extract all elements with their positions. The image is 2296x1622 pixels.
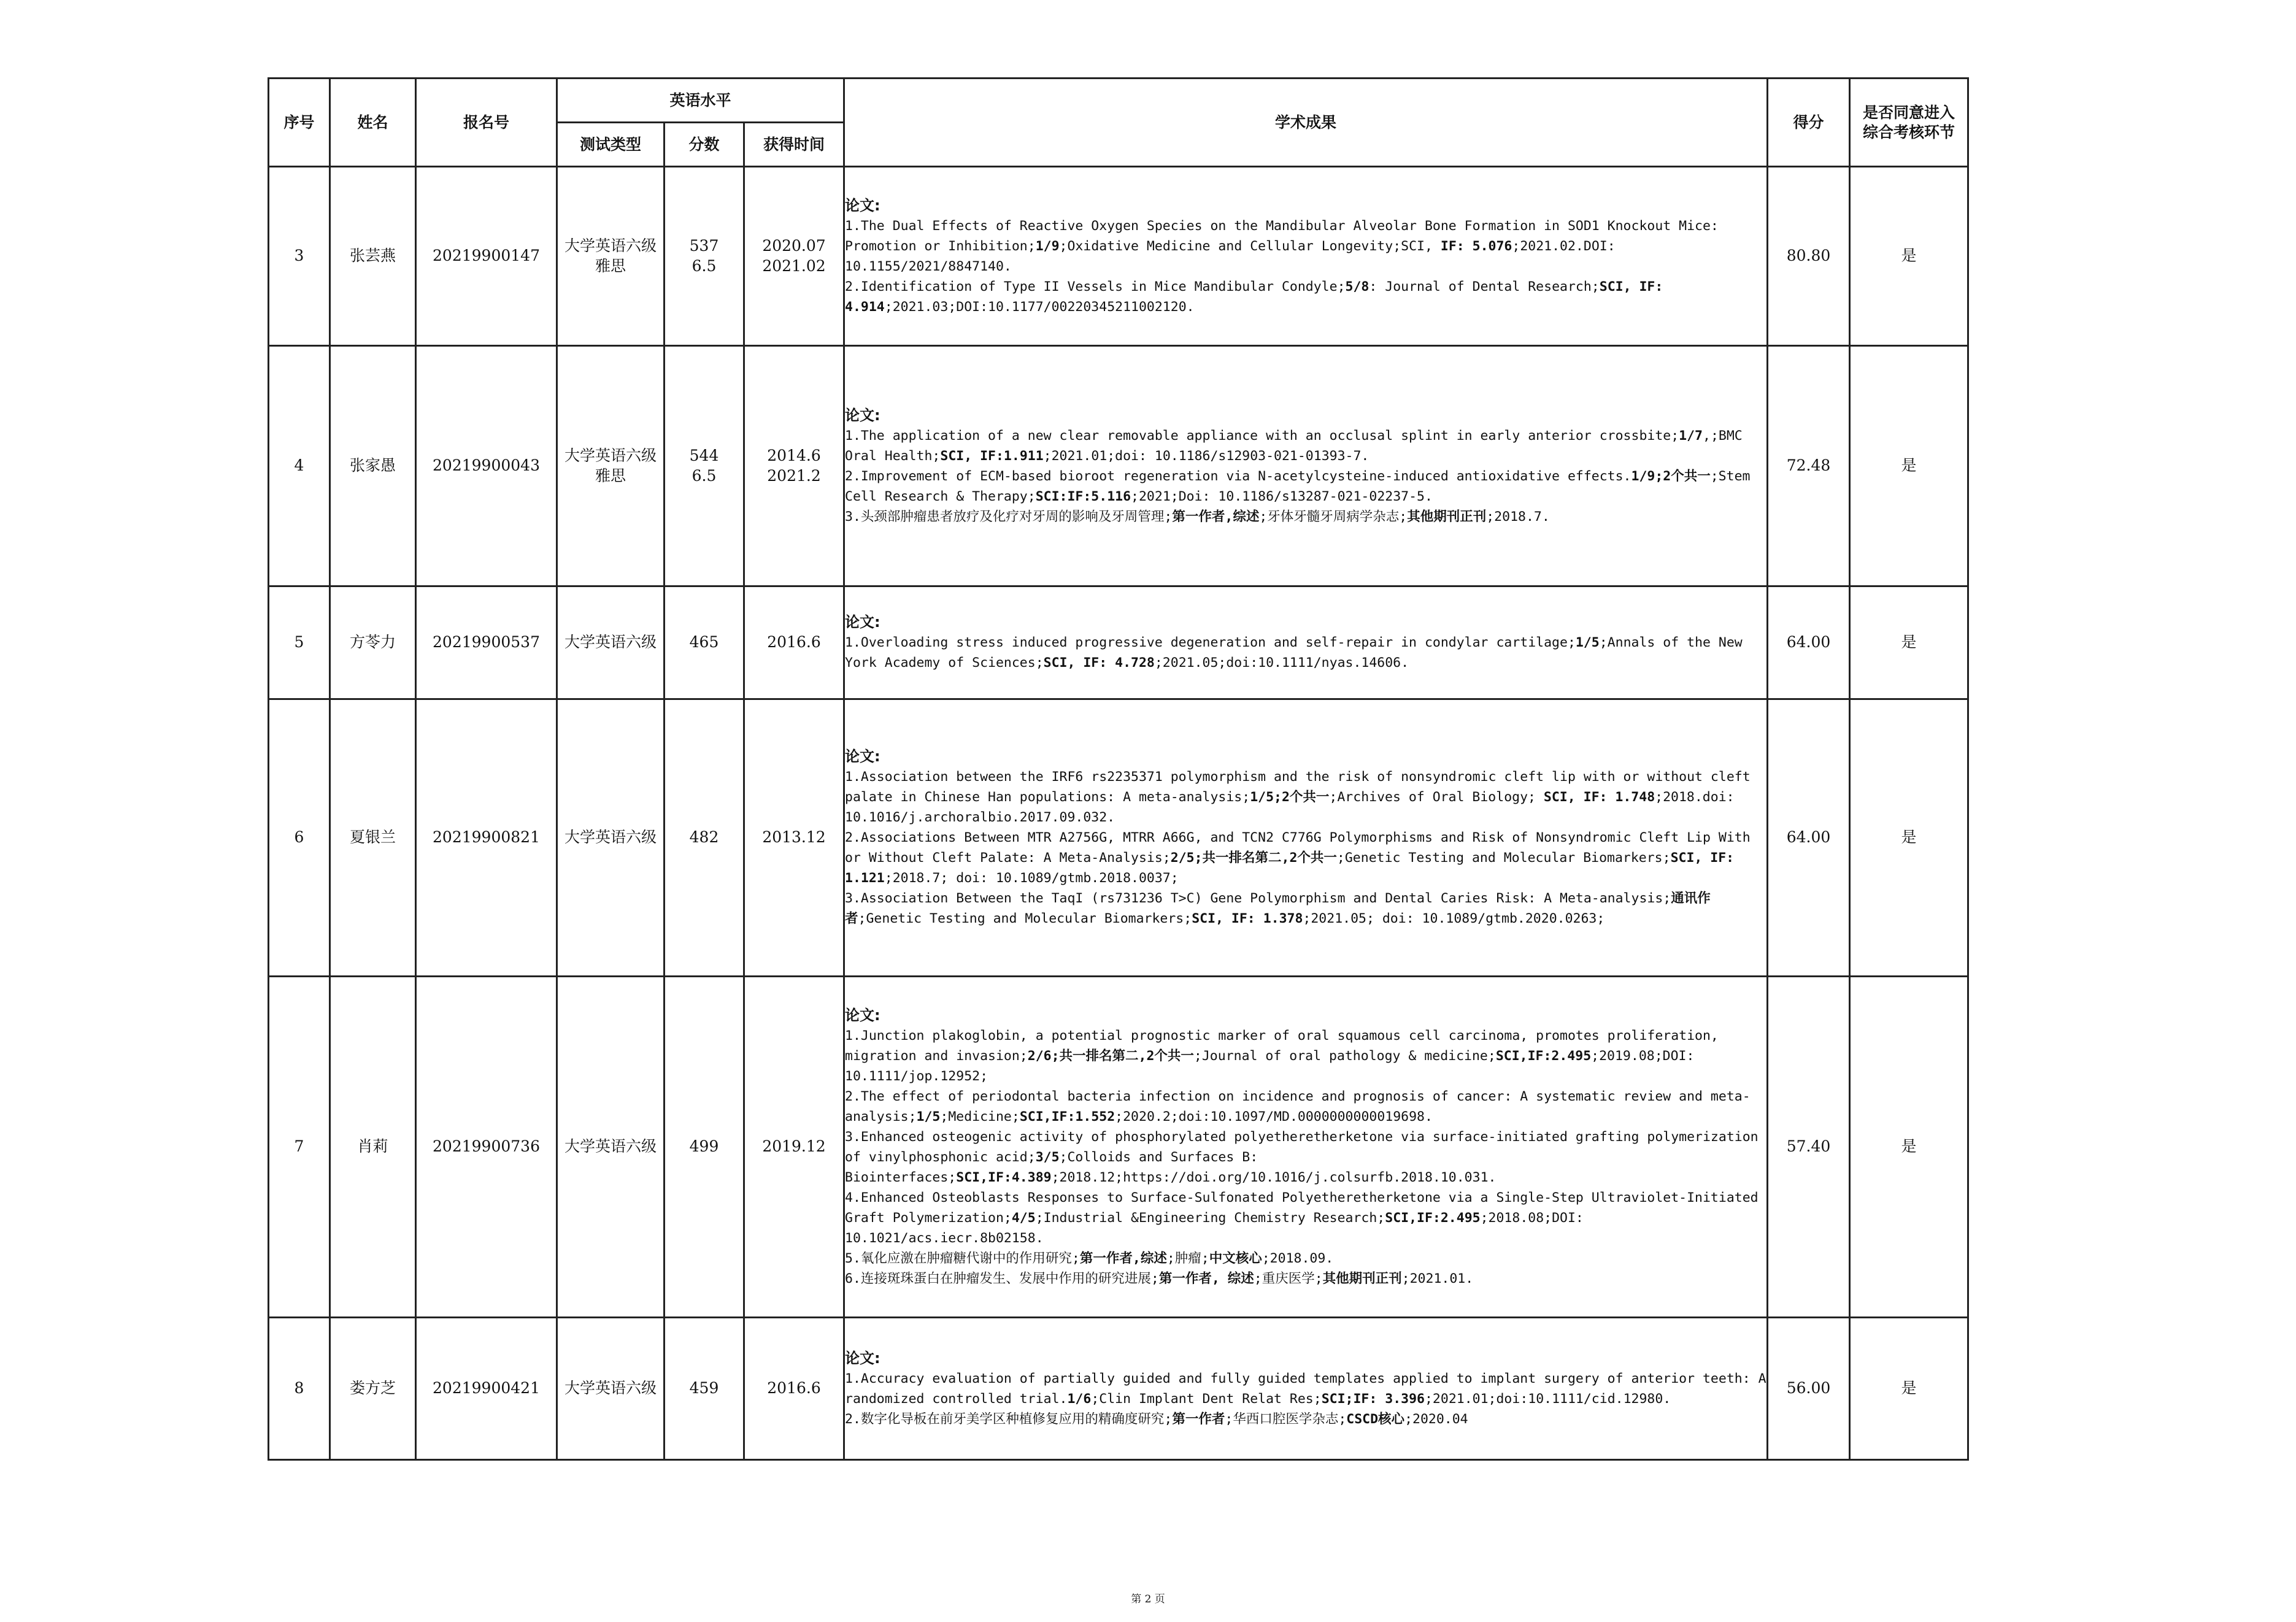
achievement-text: ,;BMC Oral Health; [845, 428, 1743, 464]
cell-score-line: 499 [689, 1137, 719, 1156]
achievement-highlight: SCI,IF:2.495 [1495, 1048, 1592, 1064]
achievement-text: ;2021.03;DOI:10.1177/00220345211002120. [884, 299, 1195, 315]
achievement-item [845, 426, 1766, 466]
cell-reg-no: 20219900537 [416, 586, 557, 699]
cell-reg-no: 20219900147 [416, 167, 557, 346]
achievement-text: 1.Accuracy evaluation of partially guided and fully guided templates applied to implant surgery of anterior teeth: A randomized controlled trial. [845, 1370, 1766, 1407]
cell-score [665, 699, 744, 977]
cell-score-line: 482 [689, 828, 719, 847]
achievement-highlight: 通讯作者 [845, 891, 1711, 926]
achievement-highlight: SCI, IF: 1.121 [845, 850, 1735, 886]
achievement-text: ;Clin Implant Dent Relat Res; [1091, 1391, 1322, 1407]
achievement-text: ;Stem Cell Research & Therapy; [845, 468, 1751, 504]
achievement-highlight: 第一作者,综述 [1079, 1250, 1167, 1266]
cell-achievements [844, 586, 1768, 699]
achievement-item [845, 1086, 1766, 1127]
cell-reg-no: 20219900421 [416, 1318, 557, 1460]
achievement-text: ;肿瘤; [1166, 1250, 1209, 1266]
achievement-text: 3.Enhanced osteogenic activity of phosphorylated polyetheretherketone via surface-initiated grafting polymerization of vinylphosphonic acid; [845, 1129, 1759, 1165]
cell-score-line: 6.5 [691, 466, 717, 485]
achievement-text: ;Industrial &Engineering Chemistry Research; [1035, 1210, 1385, 1226]
table-row [269, 346, 1968, 586]
cell-score-line: 465 [689, 633, 719, 651]
cell-achievements [844, 699, 1768, 977]
achievement-text: ;2021;Doi: 10.1186/s13287-021-02237-5. [1131, 488, 1433, 504]
cell-obtained [744, 346, 844, 586]
achievement-text: ;2018.7. [1486, 509, 1550, 525]
cell-obtained [744, 586, 844, 699]
achievement-item [845, 1188, 1766, 1248]
cell-agree: 是 [1850, 167, 1968, 346]
header-agree-line1: 是否同意进入 [1863, 104, 1955, 122]
cell-achievements [844, 167, 1768, 346]
cell-agree: 是 [1850, 977, 1968, 1318]
header-score: 分数 [665, 123, 744, 167]
cell-test-type [557, 977, 665, 1318]
cell-obtained-line: 2019.12 [762, 1137, 826, 1156]
achievement-item [845, 277, 1766, 317]
achievement-text: 2.Identification of Type II Vessels in Mice Mandibular Condyle; [845, 279, 1346, 294]
achievement-item [845, 507, 1766, 527]
cell-test-type-line: 大学英语六级 [564, 633, 657, 651]
achievement-highlight: 4/5 [1011, 1210, 1036, 1226]
achievement-highlight: SCI, IF: 1.748 [1543, 790, 1655, 805]
achievement-text: ;2018.08;DOI: 10.1021/acs.iecr.8b02158. [845, 1210, 1584, 1246]
table-header [269, 79, 1968, 167]
achievement-title: 论文: [845, 748, 880, 765]
cell-seq: 8 [269, 1318, 330, 1460]
achievement-text: 3.头颈部肿瘤患者放疗及化疗对牙周的影响及牙周管理; [845, 509, 1173, 525]
cell-reg-no: 20219900821 [416, 699, 557, 977]
achievement-text: ;2021.02.DOI: 10.1155/2021/8847140. [845, 238, 1616, 274]
cell-agree: 是 [1850, 1318, 1968, 1460]
achievement-title: 论文: [845, 196, 880, 214]
achievement-text: ;2021.01;doi:10.1111/cid.12980. [1424, 1391, 1671, 1407]
achievement-item [845, 1269, 1766, 1289]
cell-score [665, 586, 744, 699]
cell-test-type-line: 大学英语六级 [564, 237, 657, 255]
cell-points: 80.80 [1768, 167, 1850, 346]
achievement-highlight: SCI,IF:1.552 [1019, 1109, 1115, 1124]
cell-score-line: 6.5 [691, 256, 717, 275]
achievement-highlight: SCI,IF:4.389 [956, 1169, 1052, 1185]
achievement-highlight: SCI, IF:1.911 [940, 448, 1044, 464]
cell-obtained-line: 2014.6 [767, 447, 821, 464]
achievement-highlight: 1/9 [1035, 238, 1060, 254]
achievement-item [845, 828, 1766, 888]
achievement-text: 2.数字化导板在前牙美学区种植修复应用的精确度研究; [845, 1411, 1173, 1427]
cell-obtained [744, 699, 844, 977]
achievement-item [845, 1127, 1766, 1188]
achievement-text: 5.氧化应激在肿瘤糖代谢中的作用研究; [845, 1250, 1080, 1266]
achievement-text: ;Colloids and Surfaces B: Biointerfaces; [845, 1149, 1258, 1185]
header-points: 得分 [1768, 79, 1850, 167]
achievement-highlight: SCI,IF:2.495 [1385, 1210, 1481, 1226]
cell-test-type-line: 雅思 [595, 256, 626, 275]
achievement-highlight: 2/5;共一排名第二,2个共一 [1170, 850, 1337, 866]
cell-seq: 7 [269, 977, 330, 1318]
achievement-highlight: SCI, IF: 4.914 [845, 279, 1663, 315]
achievement-highlight: 中文核心 [1209, 1250, 1262, 1266]
achievement-text: 1.Overloading stress induced progressive degeneration and self-repair in condylar cartilage; [845, 635, 1576, 650]
cell-points: 56.00 [1768, 1318, 1850, 1460]
table-row [269, 1318, 1968, 1460]
achievement-text: ;2020.04 [1404, 1411, 1468, 1427]
achievement-item [845, 216, 1766, 277]
achievement-highlight: 5/8 [1345, 279, 1370, 294]
header-name: 姓名 [330, 79, 416, 167]
cell-obtained-line: 2021.2 [767, 466, 821, 485]
achievement-text: 4.Enhanced Osteoblasts Responses to Surface-Sulfonated Polyetheretherketone via a Single-Step Ultraviolet-Initiated Graft Polymerization; [845, 1190, 1759, 1226]
cell-achievements [844, 346, 1768, 586]
cell-score [665, 167, 744, 346]
score-table [268, 77, 1969, 1461]
achievement-highlight: 1/9;2个共一 [1631, 468, 1711, 484]
table-row [269, 699, 1968, 977]
cell-obtained [744, 977, 844, 1318]
cell-obtained-line: 2016.6 [767, 633, 821, 651]
achievement-highlight: 2/6;共一排名第二,2个共一 [1027, 1048, 1194, 1064]
achievement-text: : Journal of Dental Research; [1369, 279, 1600, 294]
table-body [269, 167, 1968, 1460]
cell-agree: 是 [1850, 586, 1968, 699]
achievement-item [845, 632, 1766, 673]
achievement-text: ;Oxidative Medicine and Cellular Longevity;SCI, [1059, 238, 1441, 254]
achievement-highlight: SCI;IF: 3.396 [1321, 1391, 1425, 1407]
achievement-highlight: 其他期刊正刊 [1407, 509, 1487, 525]
achievement-text: ;2019.08;DOI: 10.1111/jop.12952; [845, 1048, 1695, 1084]
cell-seq: 6 [269, 699, 330, 977]
achievement-text: 2.Improvement of ECM-based bioroot regeneration via N-acetylcysteine-induced antioxidative effects. [845, 468, 1631, 484]
cell-test-type [557, 699, 665, 977]
achievement-highlight: SCI:IF:5.116 [1035, 488, 1131, 504]
achievement-title: 论文: [845, 613, 880, 631]
achievement-title: 论文: [845, 406, 880, 424]
achievement-highlight: 1/5 [916, 1109, 941, 1124]
cell-seq: 3 [269, 167, 330, 346]
cell-score [665, 977, 744, 1318]
achievement-text: ;牙体牙髓牙周病学杂志; [1259, 509, 1408, 525]
cell-name: 张芸燕 [330, 167, 416, 346]
page-number: 第 2 页 [1131, 1593, 1165, 1605]
cell-obtained-line: 2016.6 [767, 1379, 821, 1397]
achievement-item [845, 767, 1766, 828]
cell-reg-no: 20219900043 [416, 346, 557, 586]
header-agree-line2: 综合考核环节 [1863, 123, 1955, 141]
cell-score [665, 1318, 744, 1460]
cell-obtained-line: 2021.02 [762, 256, 826, 275]
cell-score-line: 537 [689, 237, 719, 255]
achievement-text: 1.The Dual Effects of Reactive Oxygen Species on the Mandibular Alveolar Bone Formation in SOD1 Knockout Mice: Promotion or Inhibition; [845, 218, 1719, 254]
cell-test-type-line: 大学英语六级 [564, 828, 657, 847]
header-obtained: 获得时间 [744, 123, 844, 167]
cell-points: 57.40 [1768, 977, 1850, 1318]
achievement-title: 论文: [845, 1006, 880, 1024]
achievement-text: 6.连接斑珠蛋白在肿瘤发生、发展中作用的研究进展; [845, 1270, 1159, 1286]
cell-name: 夏银兰 [330, 699, 416, 977]
achievement-highlight: SCI, IF: 4.728 [1043, 655, 1155, 671]
table-row [269, 167, 1968, 346]
cell-test-type [557, 1318, 665, 1460]
achievement-text: ;2021.01. [1401, 1270, 1474, 1286]
achievement-text: ;2021.01;doi: 10.1186/s12903-021-01393-7. [1043, 448, 1370, 464]
achievement-text: ;2021.05;doi:10.1111/nyas.14606. [1154, 655, 1409, 671]
cell-name: 肖莉 [330, 977, 416, 1318]
achievement-text: ;2018.doi: 10.1016/j.archoralbio.2017.09.032. [845, 790, 1735, 825]
table-row [269, 586, 1968, 699]
achievement-highlight: 3/5 [1035, 1149, 1060, 1165]
cell-test-type-line: 雅思 [595, 466, 626, 485]
cell-name: 方苓力 [330, 586, 416, 699]
achievement-text: ;Medicine; [940, 1109, 1020, 1124]
header-reg-no: 报名号 [416, 79, 557, 167]
achievement-text: ;2018.12;https://doi.org/10.1016/j.colsurfb.2018.10.031. [1051, 1169, 1497, 1185]
achievement-highlight: 1/5;2个共一 [1250, 790, 1330, 805]
achievement-item [845, 1409, 1766, 1429]
achievement-highlight: CSCD核心 [1346, 1411, 1405, 1427]
achievement-highlight: 1/7 [1679, 428, 1703, 444]
achievement-highlight: 1/6 [1067, 1391, 1092, 1407]
achievement-text: ;2018.09. [1262, 1250, 1334, 1266]
cell-agree: 是 [1850, 699, 1968, 977]
cell-achievements [844, 977, 1768, 1318]
achievement-highlight: IF: 5.076 [1440, 238, 1512, 254]
cell-test-type-line: 大学英语六级 [564, 1137, 657, 1156]
achievement-text: ;2018.7; doi: 10.1089/gtmb.2018.0037; [884, 871, 1179, 886]
cell-reg-no: 20219900736 [416, 977, 557, 1318]
header-agree [1850, 79, 1968, 167]
header-test-type: 测试类型 [557, 123, 665, 167]
cell-score [665, 346, 744, 586]
cell-obtained [744, 167, 844, 346]
table-row [269, 977, 1968, 1318]
achievement-text: ;Genetic Testing and Molecular Biomarkers; [858, 911, 1192, 926]
cell-test-type [557, 586, 665, 699]
achievement-highlight: SCI, IF: 1.378 [1192, 911, 1303, 926]
cell-name: 张家愚 [330, 346, 416, 586]
cell-test-type-line: 大学英语六级 [564, 1379, 657, 1397]
achievement-text: 1.The application of a new clear removable appliance with an occlusal splint in early anterior crossbite; [845, 428, 1679, 444]
achievement-text: 2.Associations Between MTR A2756G, MTRR A66G, and TCN2 C776G Polymorphisms and Risk of Nonsyndromic Cleft Lip With or Without Cleft Palate: A Meta-Analysis; [845, 830, 1751, 866]
achievement-text: ;2021.05; doi: 10.1089/gtmb.2020.0263; [1303, 911, 1605, 926]
cell-seq: 4 [269, 346, 330, 586]
achievement-highlight: 其他期刊正刊 [1322, 1270, 1402, 1286]
cell-score-line: 459 [689, 1379, 719, 1397]
cell-agree: 是 [1850, 346, 1968, 586]
achievement-item [845, 1248, 1766, 1269]
achievement-item [845, 466, 1766, 507]
cell-test-type-line: 大学英语六级 [564, 447, 657, 464]
achievement-text: ;华西口腔医学杂志; [1225, 1411, 1347, 1427]
cell-achievements [844, 1318, 1768, 1460]
achievement-highlight: 第一作者, 综述 [1158, 1270, 1254, 1286]
cell-obtained-line: 2020.07 [762, 237, 826, 255]
achievement-text: ;2020.2;doi:10.1097/MD.0000000000019698. [1115, 1109, 1433, 1124]
cell-points: 64.00 [1768, 699, 1850, 977]
cell-seq: 5 [269, 586, 330, 699]
achievement-text: ;Genetic Testing and Molecular Biomarkers; [1336, 850, 1671, 866]
header-achievements: 学术成果 [844, 79, 1768, 167]
cell-obtained [744, 1318, 844, 1460]
cell-score-line: 544 [689, 447, 719, 464]
achievement-title: 论文: [845, 1349, 880, 1367]
achievement-highlight: 第一作者 [1172, 1411, 1225, 1427]
achievement-item [845, 1369, 1766, 1409]
cell-points: 72.48 [1768, 346, 1850, 586]
achievement-text: ;重庆医学; [1254, 1270, 1323, 1286]
achievement-text: 3.Association Between the TaqI (rs731236 T>C) Gene Polymorphism and Dental Caries Risk: A Meta-analysis; [845, 891, 1671, 906]
achievement-item [845, 888, 1766, 929]
cell-obtained-line: 2013.12 [762, 828, 826, 847]
achievement-highlight: 1/5 [1575, 635, 1600, 650]
header-seq: 序号 [269, 79, 330, 167]
achievement-item [845, 1026, 1766, 1086]
achievement-text: ;Annals of the New York Academy of Sciences; [845, 635, 1743, 671]
cell-test-type [557, 346, 665, 586]
achievement-text: ;Journal of oral pathology & medicine; [1193, 1048, 1496, 1064]
achievement-text: ;Archives of Oral Biology; [1329, 790, 1544, 805]
cell-name: 娄方芝 [330, 1318, 416, 1460]
achievement-highlight: 第一作者,综述 [1172, 509, 1260, 525]
achievement-text: 2.The effect of periodontal bacteria infection on incidence and prognosis of cancer: A systematic review and meta-analysis; [845, 1088, 1751, 1124]
achievement-text: 1.Association between the IRF6 rs2235371 polymorphism and the risk of nonsyndromic cleft lip with or without cleft palate in Chinese Han populations: A meta-analysis; [845, 769, 1751, 805]
header-english-level: 英语水平 [557, 79, 844, 123]
achievement-text: 1.Junction plakoglobin, a potential prognostic marker of oral squamous cell carcinoma, promotes proliferation, migration and invasion; [845, 1028, 1719, 1064]
cell-test-type [557, 167, 665, 346]
cell-points: 64.00 [1768, 586, 1850, 699]
